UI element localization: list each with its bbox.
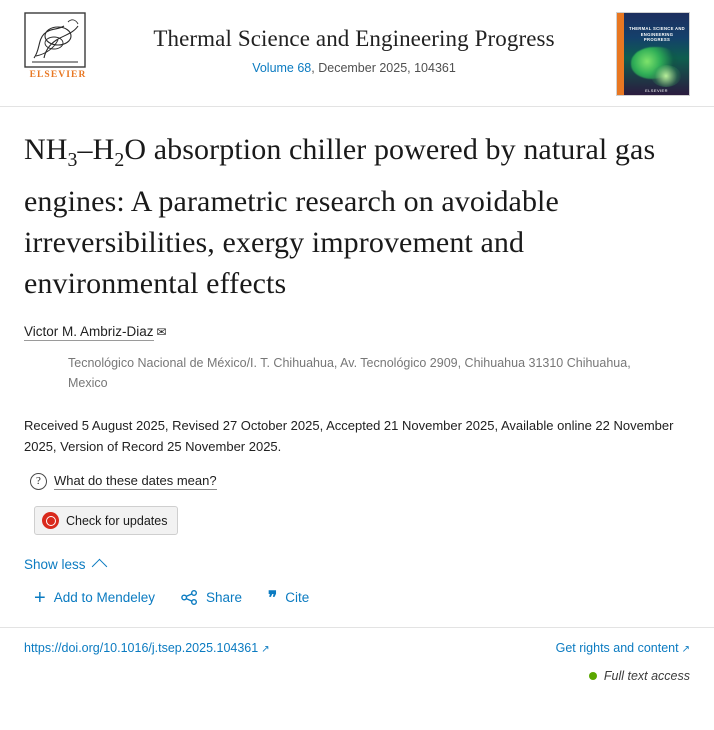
- title-segment-1: NH: [24, 133, 68, 166]
- cover-title-text: THERMAL SCIENCE AND ENGINEERING PROGRESS: [629, 26, 685, 42]
- access-status-label: Full text access: [603, 669, 690, 683]
- title-segment-3: O absorption chiller powered by natural gas engines: A parametric research on avoidable irreversibilities, exergy improvement and environmental effects: [24, 133, 656, 300]
- crossmark-icon: [42, 512, 59, 529]
- cite-button[interactable]: [268, 587, 310, 607]
- external-link-icon[interactable]: ↗: [681, 644, 690, 655]
- access-status-dot-icon: [589, 672, 597, 680]
- article-dates: Received 5 August 2025, Revised 27 October 2025, Accepted 21 November 2025, Available online 22 November 2025, Version of Record 25 November 2025.: [24, 418, 674, 454]
- journal-cover-image[interactable]: [616, 12, 690, 96]
- share-button[interactable]: [181, 590, 242, 605]
- check-for-updates-label: Check for updates: [66, 513, 168, 528]
- doi-link[interactable]: https://doi.org/10.1016/j.tsep.2025.104361: [24, 641, 259, 655]
- cite-label: Cite: [285, 590, 310, 605]
- envelope-icon[interactable]: ✉: [156, 325, 167, 339]
- add-to-mendeley-button[interactable]: [34, 586, 156, 609]
- article-body: [0, 107, 714, 609]
- show-less-toggle[interactable]: [24, 557, 690, 572]
- dates-help-link[interactable]: [30, 473, 690, 490]
- check-for-updates-button[interactable]: [34, 506, 178, 535]
- doi-container: [24, 641, 270, 655]
- author-affiliation: Tecnológico Nacional de México/I. T. Chihuahua, Av. Tecnológico 2909, Chihuahua 31310 Chihuahua, Mexico: [68, 356, 631, 390]
- author-list: [24, 324, 690, 339]
- author-link[interactable]: Victor M. Ambriz-Diaz: [24, 324, 154, 339]
- access-status: [0, 669, 714, 683]
- get-rights-and-content-link[interactable]: Get rights and content: [555, 641, 679, 655]
- journal-info: [92, 8, 616, 75]
- elsevier-logo[interactable]: [24, 8, 92, 80]
- share-icon: [181, 590, 198, 605]
- show-less-label: Show less: [24, 557, 86, 572]
- journal-title[interactable]: Thermal Science and Engineering Progress: [153, 26, 555, 51]
- journal-issue-line: [92, 61, 616, 75]
- dates-help-label[interactable]: What do these dates mean?: [54, 473, 217, 488]
- cover-graphic-highlight: [651, 65, 681, 87]
- elsevier-tree-icon: [24, 12, 86, 68]
- article-footer: [0, 628, 714, 655]
- journal-header: [0, 0, 714, 100]
- share-label: Share: [206, 590, 243, 605]
- page-title: [24, 129, 690, 304]
- question-mark-icon: ?: [30, 473, 47, 490]
- quote-icon: ❞: [268, 587, 278, 607]
- title-segment-2: –H: [77, 133, 115, 166]
- volume-link[interactable]: Volume 68: [252, 61, 312, 75]
- issue-details: , December 2025, 104361: [311, 61, 456, 75]
- title-subscript-2: 2: [114, 149, 125, 171]
- cover-publisher-text: ELSEVIER: [645, 88, 668, 93]
- title-subscript-1: 3: [67, 149, 78, 171]
- cover-accent-bar: [617, 13, 624, 95]
- external-link-icon[interactable]: ↗: [261, 644, 270, 655]
- chevron-up-icon: [91, 559, 107, 575]
- add-to-mendeley-label: Add to Mendeley: [53, 590, 156, 605]
- rights-container: [556, 641, 690, 655]
- plus-icon: +: [34, 586, 46, 609]
- article-actions: [24, 586, 690, 609]
- elsevier-wordmark: ELSEVIER: [29, 70, 87, 80]
